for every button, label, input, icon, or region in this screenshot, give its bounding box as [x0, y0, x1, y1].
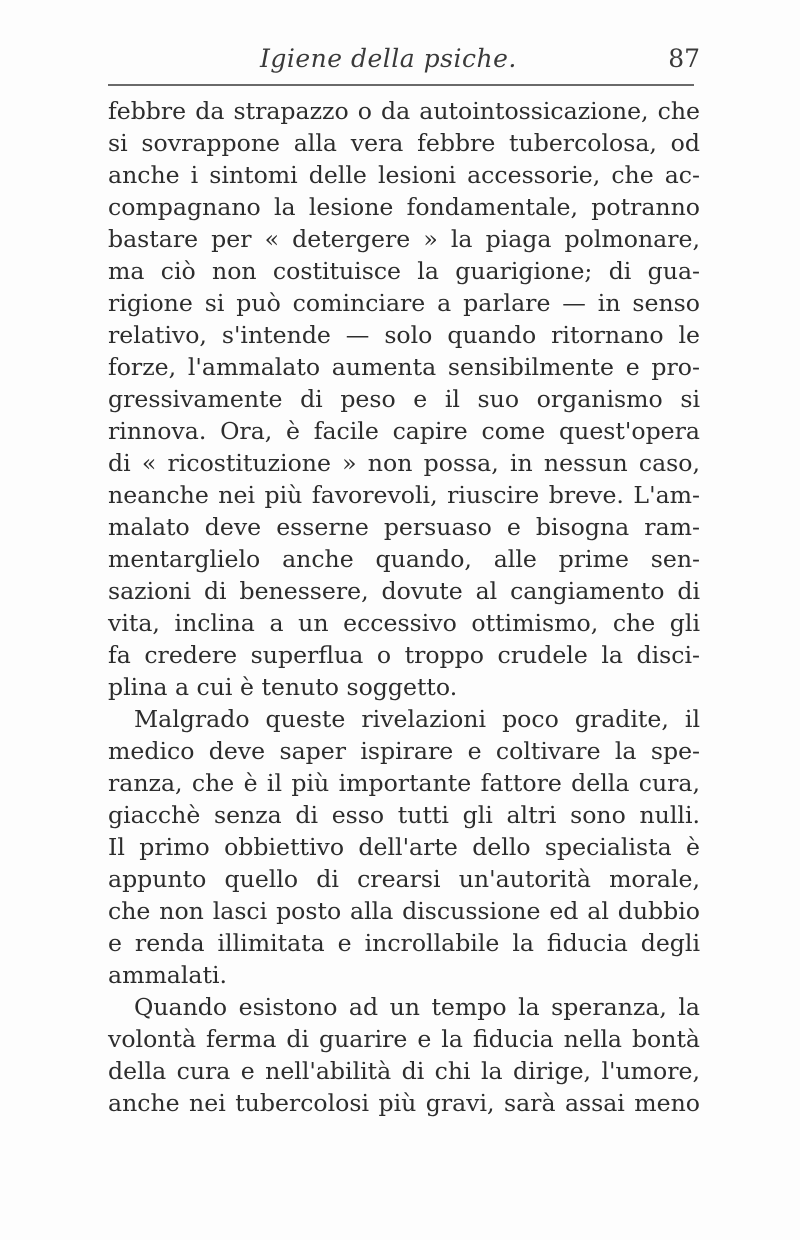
- text-line: si sovrappone alla vera febbre tubercolosa, od: [108, 129, 700, 157]
- text-line: di « ricostituzione » non possa, in nessun caso,: [108, 449, 700, 477]
- text-line: medico deve saper ispirare e coltivare la spe-: [108, 737, 700, 765]
- text-line: ranza, che è il più importante fattore della cura,: [108, 769, 700, 797]
- running-title: Igiene della psiche.: [260, 44, 517, 73]
- text-line: volontà ferma di guarire e la fiducia nella bontà: [108, 1025, 700, 1053]
- text-line: fa credere superflua o troppo crudele la disci-: [108, 641, 700, 669]
- text-line: rinnova. Ora, è facile capire come quest'opera: [108, 417, 700, 445]
- text-line: compagnano la lesione fondamentale, potranno: [108, 193, 700, 221]
- text-line: febbre da strapazzo o da autointossicazione, che: [108, 97, 700, 125]
- text-line: anche i sintomi delle lesioni accessorie, che ac-: [108, 161, 700, 189]
- text-line: giacchè senza di esso tutti gli altri sono nulli.: [108, 801, 700, 829]
- body-text: [108, 95, 700, 1119]
- text-line: Quando esistono ad un tempo la speranza, la: [134, 993, 700, 1021]
- text-line: Malgrado queste rivelazioni poco gradite, il: [134, 705, 700, 733]
- text-line: gressivamente di peso e il suo organismo si: [108, 385, 700, 413]
- text-line: appunto quello di crearsi un'autorità morale,: [108, 865, 700, 893]
- text-line: e renda illimitata e incrollabile la fiducia degli: [108, 929, 700, 957]
- text-line: relativo, s'intende — solo quando ritornano le: [108, 321, 700, 349]
- text-line: che non lasci posto alla discussione ed al dubbio: [108, 897, 700, 925]
- text-line: vita, inclina a un eccessivo ottimismo, che gli: [108, 609, 700, 637]
- text-line: malato deve esserne persuaso e bisogna ram-: [108, 513, 700, 541]
- text-line: della cura e nell'abilità di chi la dirige, l'umore,: [108, 1057, 700, 1085]
- text-line: mentarglielo anche quando, alle prime sen-: [108, 545, 700, 573]
- text-line: neanche nei più favorevoli, riuscire breve. L'am-: [108, 481, 700, 509]
- text-line: bastare per « detergere » la piaga polmonare,: [108, 225, 700, 253]
- text-line: anche nei tubercolosi più gravi, sarà assai meno: [108, 1089, 700, 1117]
- header-rule: [108, 84, 694, 86]
- text-line: rigione si può cominciare a parlare — in senso: [108, 289, 700, 317]
- text-line: plina a cui è tenuto soggetto.: [108, 673, 458, 701]
- text-line: Il primo obbiettivo dell'arte dello specialista è: [108, 833, 700, 861]
- text-line: ma ciò non costituisce la guarigione; di gua-: [108, 257, 700, 285]
- text-line: forze, l'ammalato aumenta sensibilmente e pro-: [108, 353, 700, 381]
- page-header: [108, 44, 708, 84]
- text-line: ammalati.: [108, 961, 228, 989]
- page-number: 87: [668, 44, 700, 73]
- text-line: sazioni di benessere, dovute al cangiamento di: [108, 577, 700, 605]
